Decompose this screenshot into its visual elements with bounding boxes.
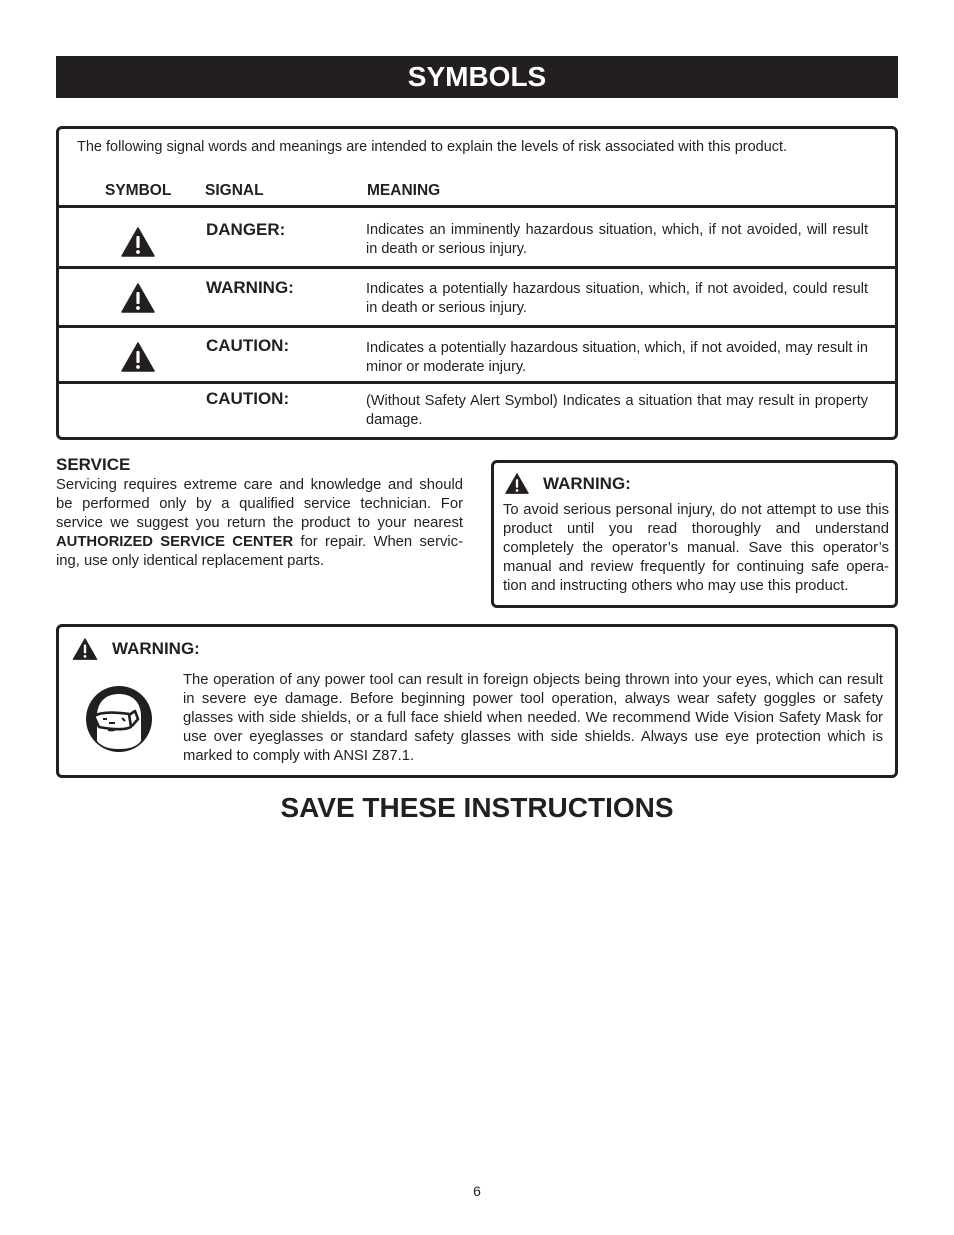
- section-title: SYMBOLS: [407, 61, 547, 92]
- signal-meaning: Indicates an imminently hazardous situation, which, if not avoided, will result in death or serious injury.: [366, 222, 868, 257]
- table-row-caution-property: [59, 381, 895, 440]
- safety-alert-triangle-icon: [505, 473, 529, 494]
- signal-word: CAUTION:: [206, 389, 290, 408]
- safety-alert-triangle-icon: [72, 638, 98, 660]
- header-symbol: SYMBOL: [105, 182, 172, 199]
- service-heading: SERVICE: [56, 455, 131, 474]
- safety-alert-triangle-icon: [121, 227, 155, 257]
- warning-box-eye-protection: [56, 624, 898, 778]
- warning-heading: [72, 638, 200, 660]
- safety-alert-triangle-icon: [121, 342, 155, 372]
- header-meaning: MEANING: [367, 182, 441, 199]
- warning-label: WARNING:: [543, 473, 631, 493]
- header-signal: SIGNAL: [205, 182, 264, 199]
- warning-text: To avoid serious personal injury, do not attempt to use this product until you read thoroughly and understand completely the operator’s manual. Save this operator’s manual and review frequently for continuing safe opera-tion and instructing others who may use this product.: [503, 502, 889, 594]
- service-center-emphasis: AUTHORIZED SERVICE CENTER: [56, 534, 294, 550]
- signal-meaning: (Without Safety Alert Symbol) Indicates a situation that may result in property damage.: [366, 393, 868, 428]
- section-banner: [56, 56, 898, 98]
- service-paragraph: [56, 476, 463, 571]
- symbols-intro: The following signal words and meanings are intended to explain the levels of risk associated with this product.: [77, 139, 788, 155]
- signal-meaning: Indicates a potentially hazardous situation, which, if not avoided, could result in death or serious injury.: [366, 281, 868, 316]
- table-row-warning: [59, 266, 895, 325]
- signal-word: DANGER:: [206, 220, 286, 239]
- table-row-caution: [59, 325, 895, 381]
- save-instructions-heading: SAVE THESE INSTRUCTIONS: [280, 792, 674, 823]
- signal-word: CAUTION:: [206, 336, 290, 355]
- warning-heading: [505, 473, 631, 494]
- symbols-table: [56, 126, 898, 440]
- warning-box-manual: [491, 460, 898, 608]
- service-text-lead: Servicing requires extreme care and knowledge and should be performed only by a qualified service technician. For service we suggest you return the product to your nearest: [56, 477, 463, 531]
- signal-meaning: Indicates a potentially hazardous situation, which, if not avoided, may result in minor or moderate injury.: [366, 340, 868, 375]
- table-row-danger: [59, 205, 895, 266]
- safety-alert-triangle-icon: [121, 283, 155, 313]
- warning-text: The operation of any power tool can result in foreign objects being thrown into your eyes, which can result in severe eye damage. Before beginning power tool operation, always wear safety goggles or safety glasses with side shields, or a full face shield when needed. We recommend Wide Vision Safety Mask for use over eyeglasses or standard safety glasses with side shields. Always use eye protection which is marked to comply with ANSI Z87.1.: [183, 672, 883, 764]
- safety-goggles-icon: [85, 685, 153, 753]
- signal-word: WARNING:: [206, 278, 294, 297]
- warning-label: WARNING:: [112, 639, 200, 658]
- service-text-tail: for repair. When servic-ing, use only identical replacement parts.: [56, 534, 464, 569]
- page-number: 6: [473, 1183, 481, 1199]
